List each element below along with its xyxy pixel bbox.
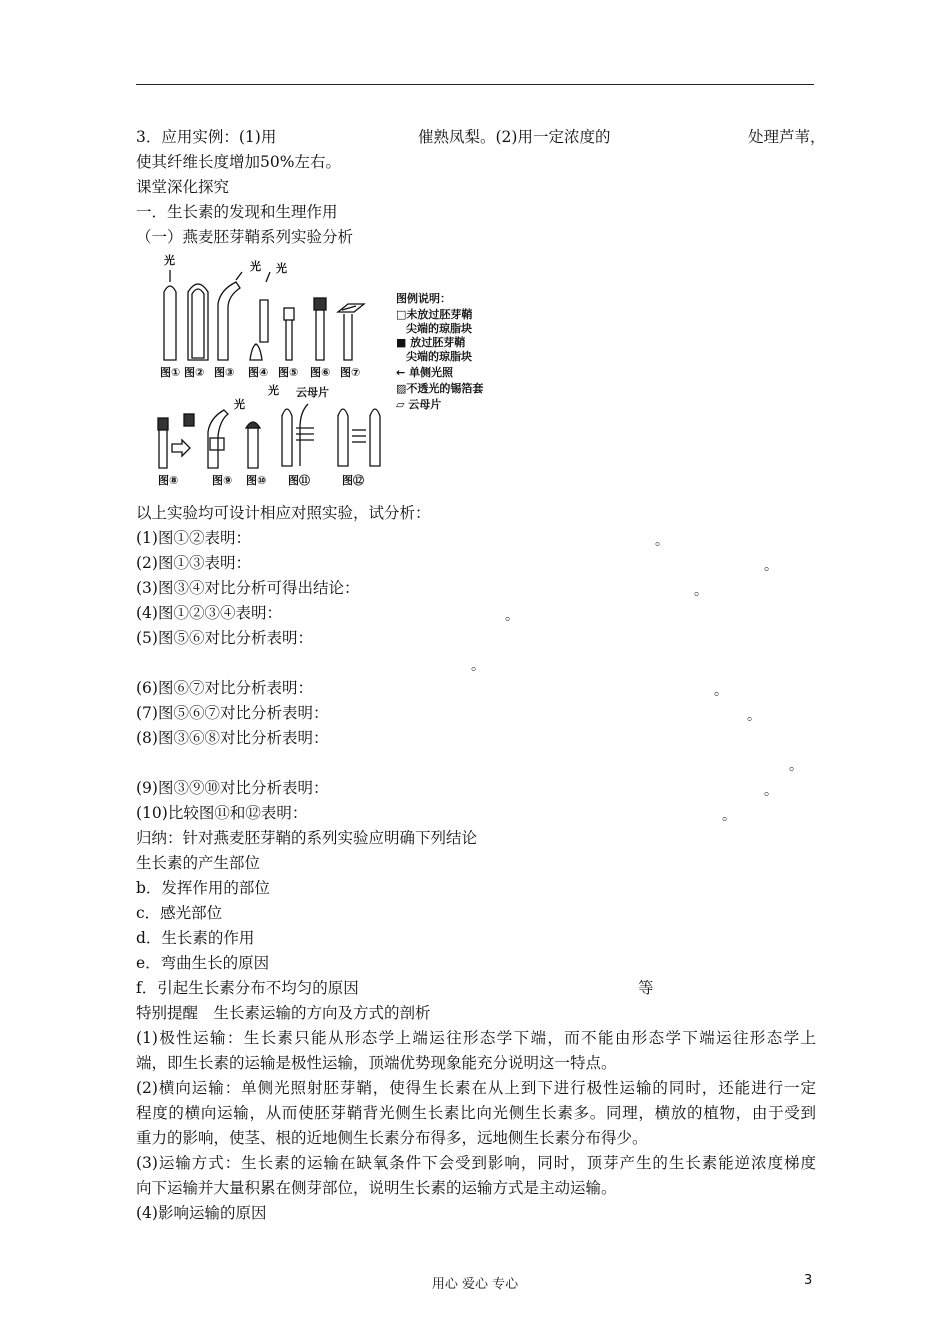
summary-item-f: f．引起生长素分布不均匀的原因 [136,979,359,997]
summary-item-c: c．感光部位 [136,904,223,922]
summary-heading: 归纳：针对燕麦胚芽鞘的系列实验应明确下列结论 [136,829,478,847]
example-line-1b: 催熟凤梨。(2)用一定浓度的 [418,128,611,146]
legend-item-6: ▨不透光的锡箔套 [396,382,484,395]
growth-arrow-8 [172,440,190,456]
question-2: (2)图①③表明： [136,554,251,572]
legend-item-2: 尖端的琼脂块 [406,322,472,335]
transport-mode-line-2: 向下运输并大量积累在侧芽部位，说明生长素的运输方式是主动运输。 [136,1179,617,1197]
coleoptile-12 [338,409,348,466]
summary-item-d: d．生长素的作用 [136,929,255,947]
polar-transport-line-2: 端，即生长素的运输是极性运输，顶端优势现象能充分说明这一特点。 [136,1054,617,1072]
figure-label-10: 图⑩ [246,474,267,487]
legend-item-7: ▱ 云母片 [396,398,442,411]
period-5: 。 [471,658,485,674]
figure-label-1: 图① [160,366,181,379]
coleoptile-11 [282,409,292,466]
legend-item-5: ← 单侧光照 [396,366,454,379]
label-mica: 云母片 [296,386,329,399]
coleoptile-5 [286,320,292,360]
label-light-1: 光 [164,254,175,267]
question-1: (1)图①②表明： [136,529,251,547]
page-number: 3 [804,1273,813,1288]
period-1: 。 [655,533,669,549]
period-7: 。 [747,708,761,724]
figure-label-12: 图⑫ [342,474,364,487]
foil-cap-10 [246,422,260,428]
label-light-4: 光 [276,262,287,275]
figure-label-8: 图⑧ [158,474,179,487]
label-light-9: 光 [234,398,245,411]
coleoptile-9 [208,410,228,468]
figure-label-6: 图⑥ [310,366,331,379]
figure-label-11: 图⑪ [288,474,310,487]
example-line-1c: 处理芦苇， [748,128,826,146]
label-light-3: 光 [250,260,261,273]
label-light-10: 光 [268,384,279,397]
period-6: 。 [714,683,728,699]
period-3: 。 [694,583,708,599]
agar-block-6 [314,298,326,310]
coleoptile-11b [300,404,308,466]
coleoptile-10 [248,428,258,468]
lateral-transport-line-1: (2)横向运输：单侧光照射胚芽鞘，使得生长素在从上到下进行极性运输的同时，还能进行一定 [136,1079,816,1097]
coleoptile-4-stem [260,300,268,342]
section-heading-class: 课堂深化探究 [136,178,230,196]
lateral-transport-line-2: 程度的横向运输，从而使胚芽鞘背光侧生长素比向光侧生长素多。同理，横放的植物，由于受到 [136,1104,816,1122]
light-arrow-4 [266,272,270,282]
figure-label-9: 图⑨ [212,474,233,487]
coleoptile-7 [344,314,352,360]
legend-item-4: 尖端的琼脂块 [406,350,472,363]
summary-item-f-end: 等 [638,979,654,997]
special-tip-heading: 特别提醒 生长素运输的方向及方式的剖析 [136,1004,431,1022]
coleoptile-12b [370,409,380,466]
example-line-1a: 3．应用实例：(1)用 [136,128,277,146]
legend-item-3: ■ 放过胚芽鞘 [396,336,466,349]
question-3: (3)图③④对比分析可得出结论： [136,579,360,597]
analysis-intro: 以上实验均可设计相应对照实验，试分析： [136,504,431,522]
question-9: (9)图③⑨⑩对比分析表明： [136,779,329,797]
coleoptile-2-inner [192,289,204,358]
question-6: (6)图⑥⑦对比分析表明： [136,679,313,697]
agar-block-8 [158,418,168,430]
coleoptile-6 [316,310,324,360]
legend-title: 图例说明： [396,292,451,305]
period-9: 。 [764,783,778,799]
foil-sleeve-9 [210,438,224,450]
figure-label-2: 图② [184,366,205,379]
coleoptile-8 [159,430,167,468]
period-4: 。 [505,608,519,624]
coleoptile-4-tip [250,344,262,360]
legend-item-1: □未放过胚芽鞘 [396,308,473,321]
figure-label-3: 图③ [214,366,235,379]
period-8: 。 [789,758,803,774]
header-rule [136,84,814,85]
agar-block-5 [284,308,294,320]
coleoptile-2-outer [188,284,208,360]
question-8: (8)图③⑥⑧对比分析表明： [136,729,329,747]
section-heading-experiments: （一）燕麦胚芽鞘系列实验分析 [136,228,354,246]
question-7: (7)图⑤⑥⑦对比分析表明： [136,704,329,722]
coleoptile-experiment-figure [146,252,496,492]
figure-label-7: 图⑦ [340,366,361,379]
example-line-2: 使其纤维长度增加50%左右。 [136,153,341,171]
lateral-transport-line-3: 重力的影响，使茎、根的近地侧生长素分布得多，远地侧生长素分布得少。 [136,1129,648,1147]
figure-label-4: 图④ [248,366,269,379]
footer-text: 用心 爱心 专心 [431,1277,519,1292]
question-5: (5)图⑤⑥对比分析表明： [136,629,313,647]
transport-factors-line: (4)影响运输的原因 [136,1204,267,1222]
question-10: (10)比较图⑪和⑫表明： [136,804,308,822]
agar-block-8b [184,414,194,426]
period-2: 。 [764,558,778,574]
summary-item-b: b．发挥作用的部位 [136,879,270,897]
section-heading-auxin: 一．生长素的发现和生理作用 [136,203,338,221]
light-arrow-3 [236,272,242,280]
period-10: 。 [722,808,736,824]
transport-mode-line-1: (3)运输方式：生长素的运输在缺氧条件下会受到影响，同时，顶芽产生的生长素能逆浓度梯度 [136,1154,816,1172]
coleoptile-1 [164,286,176,360]
summary-item-e: e．弯曲生长的原因 [136,954,270,972]
figure-label-5: 图⑤ [278,366,299,379]
coleoptile-3 [218,282,240,360]
polar-transport-line-1: (1)极性运输：生长素只能从形态学上端运往形态学下端，而不能由形态学下端运往形态学上 [136,1029,816,1047]
question-4: (4)图①②③④表明： [136,604,282,622]
summary-item-a: 生长素的产生部位 [136,854,261,872]
